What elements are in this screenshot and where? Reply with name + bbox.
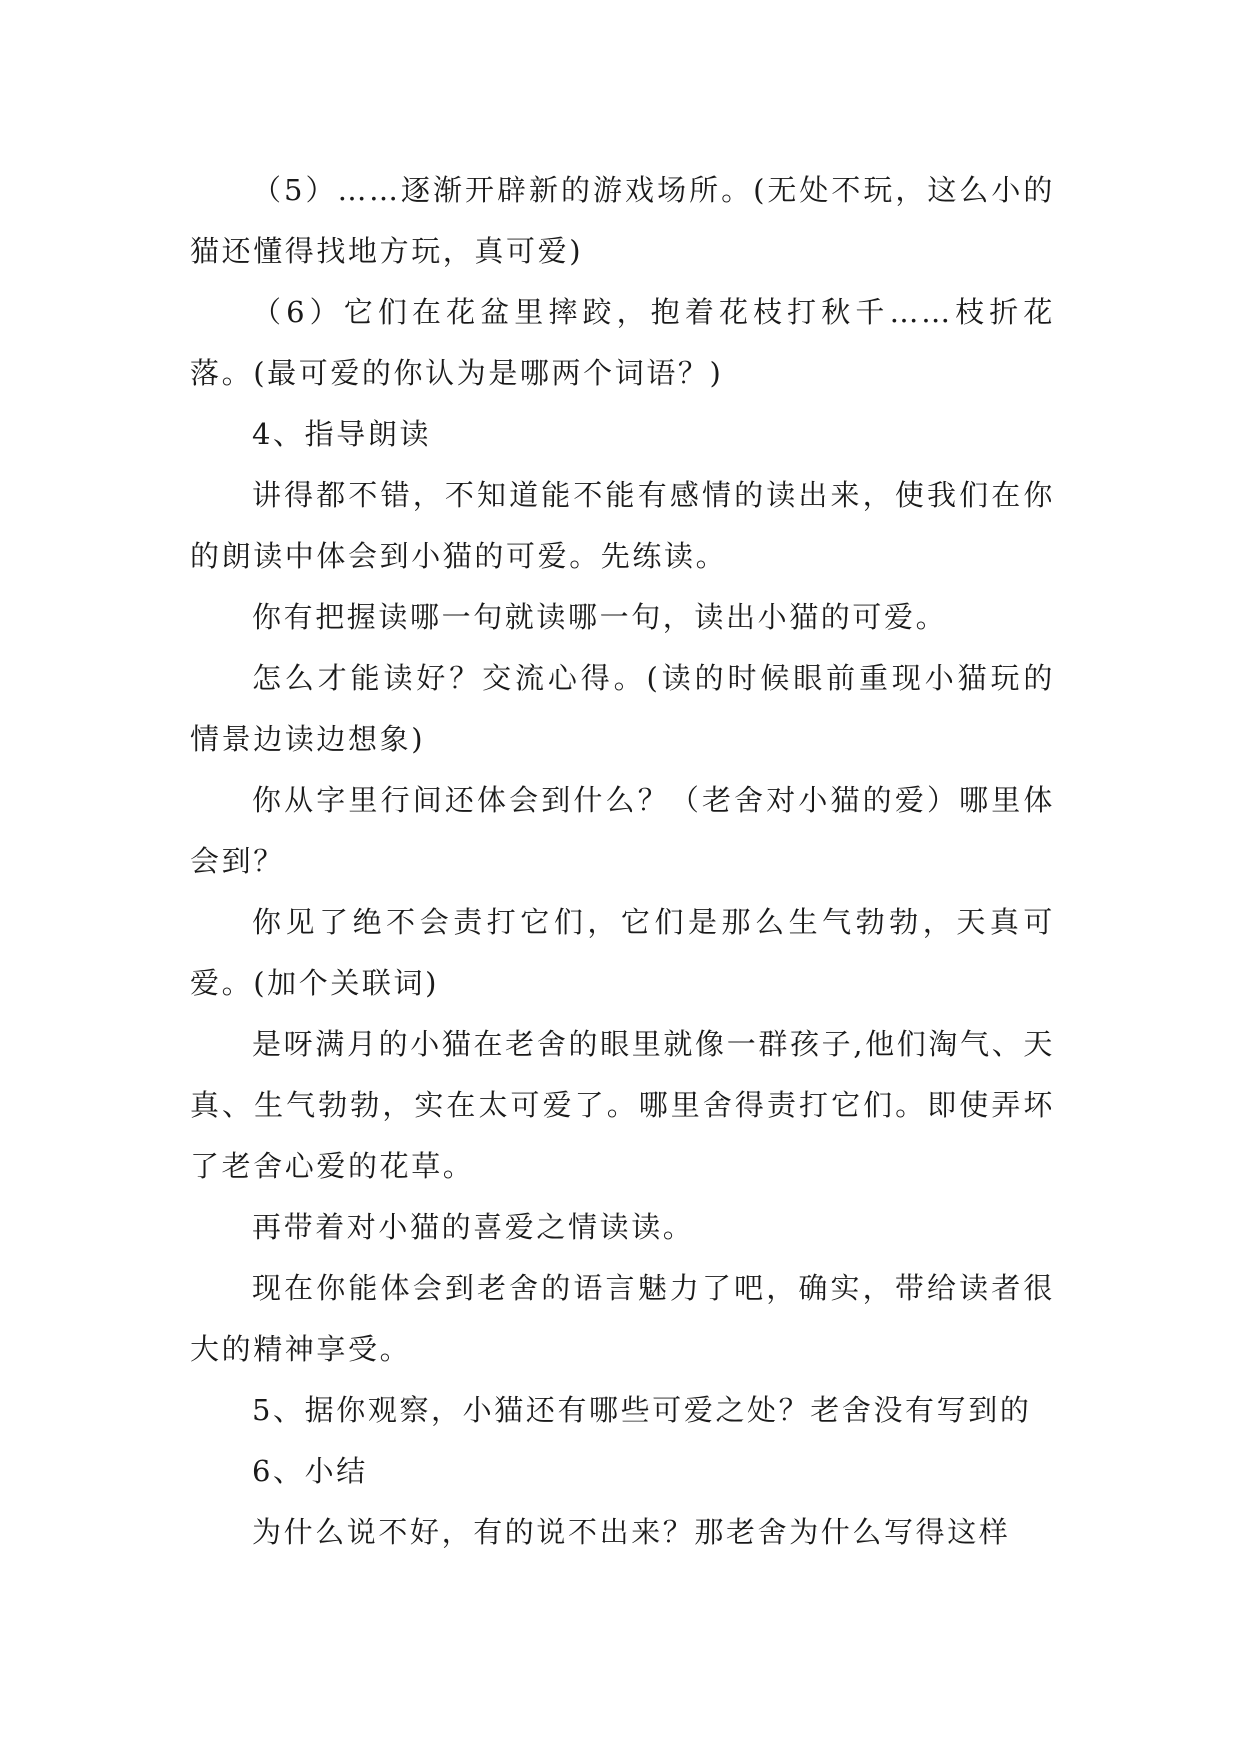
paragraph-choose-sentence: 你有把握读哪一句就读哪一句，读出小猫的可爱。 [252,600,948,634]
paragraph-never-scold: 你见了绝不会责打它们，它们是那么生气勃勃，天真可爱。(加个关联词) [190,905,1055,1000]
paragraph-what-else: 你从字里行间还体会到什么？（老舍对小猫的爱）哪里体会到？ [190,783,1055,878]
document-page [190,160,1055,1563]
paragraph-read-with-feeling: 讲得都不错，不知道能不能有感情的读出来，使我们在你的朗读中体会到小猫的可爱。先练读。 [190,478,1055,573]
paragraph-item-5: （5）……逐渐开辟新的游戏场所。(无处不玩，这么小的猫还懂得找地方玩，真可爱) [190,173,1055,268]
paragraph-read-again: 再带着对小猫的喜爱之情读读。 [252,1210,695,1244]
paragraph-how-to-read: 怎么才能读好？交流心得。(读的时候眼前重现小猫玩的情景边读边想象) [190,661,1055,756]
paragraph-why-not-well: 为什么说不好，有的说不出来？那老舍为什么写得这样 [252,1515,1011,1549]
section-heading-reading-guidance: 4、指导朗读 [252,417,432,451]
paragraph-like-children: 是呀满月的小猫在老舍的眼里就像一群孩子,他们淘气、天真、生气勃勃，实在太可爱了。哪里舍得责打它们。即使弄坏了老舍心爱的花草。 [190,1027,1055,1183]
section-heading-summary: 6、小结 [252,1454,368,1488]
paragraph-item-6: （6）它们在花盆里摔跤，抱着花枝打秋千……枝折花落。(最可爱的你认为是哪两个词语？) [190,295,1055,390]
paragraph-language-charm: 现在你能体会到老舍的语言魅力了吧，确实，带给读者很大的精神享受。 [190,1271,1055,1366]
section-heading-observation: 5、据你观察，小猫还有哪些可爱之处？老舍没有写到的 [252,1393,1032,1427]
